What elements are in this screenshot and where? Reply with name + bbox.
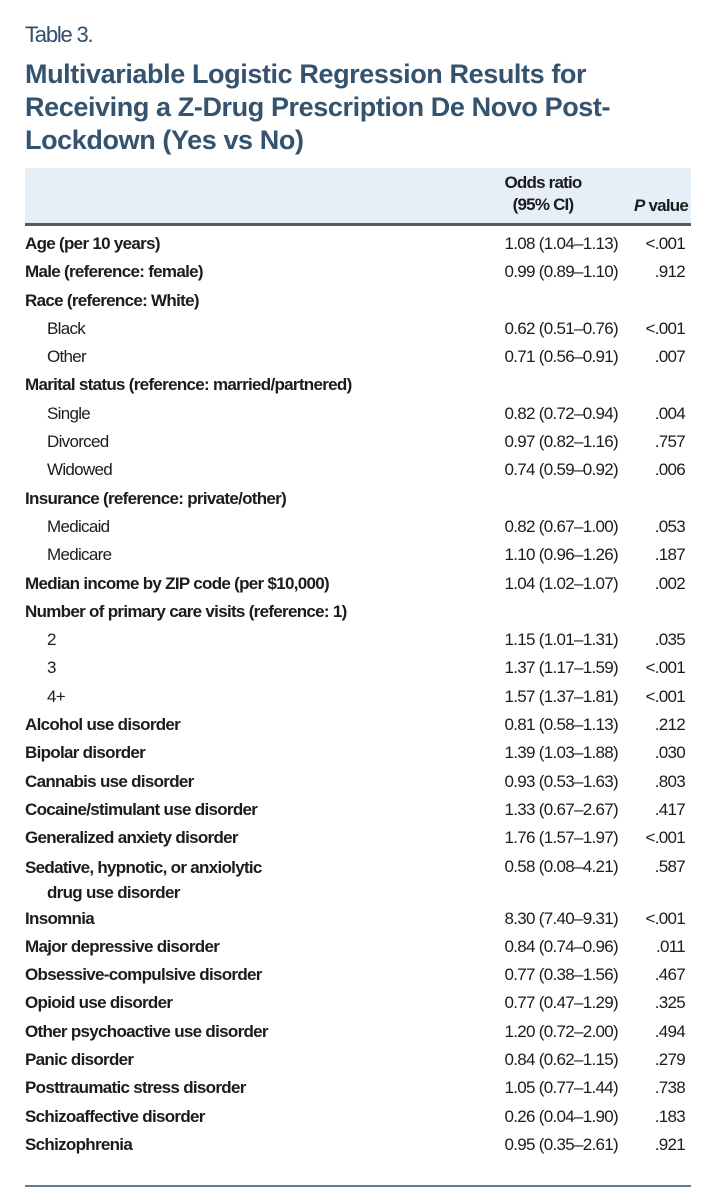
row-label (25, 626, 467, 654)
odds-ratio-header-line1: Odds ratio (504, 173, 582, 192)
row-label-text: Other (47, 347, 87, 367)
odds-ratio-cell: 0.93 (0.53–1.63) (504, 771, 618, 791)
odds-ratio-cell: 0.84 (0.62–1.15) (504, 1050, 618, 1070)
row-label (25, 905, 445, 933)
table-row (25, 961, 685, 989)
table-row (25, 989, 685, 1017)
row-label-continuation: drug use disorder (47, 882, 180, 902)
row-label-text: Panic disorder (25, 1050, 134, 1070)
table-row (25, 905, 685, 933)
p-value-cell: .007 (654, 347, 685, 367)
row-label-text: Age (per 10 years) (25, 234, 160, 253)
row-label-text: Major depressive disorder (25, 936, 220, 956)
p-value-cell: .757 (654, 432, 685, 452)
table-bottom-rule (25, 1185, 691, 1187)
row-label (25, 989, 445, 1017)
table-row (25, 258, 685, 286)
row-label-text: Single (47, 403, 91, 423)
table-row (25, 1074, 685, 1102)
row-label-text: Medicaid (47, 516, 110, 536)
row-label-text: 2 (47, 630, 56, 650)
odds-ratio-cell: 1.08 (1.04–1.13) (504, 234, 618, 253)
p-value-cell: <.001 (645, 686, 685, 706)
p-value-cell: .912 (654, 262, 685, 282)
row-label-text: Bipolar disorder (25, 743, 146, 763)
p-value-cell: .004 (654, 403, 685, 423)
row-label-text: Other psychoactive use disorder (25, 1021, 268, 1041)
odds-ratio-cell: 0.84 (0.74–0.96) (504, 936, 618, 956)
odds-ratio-cell: 1.10 (0.96–1.26) (504, 545, 618, 565)
row-label-text: Medicare (47, 545, 112, 565)
row-label-text: 4+ (47, 686, 65, 706)
table-row (25, 570, 685, 598)
table-label: Table 3. (25, 22, 93, 47)
row-label (25, 933, 445, 961)
table-row (25, 824, 685, 852)
p-value-cell: <.001 (645, 908, 685, 928)
odds-ratio-cell: 0.58 (0.08–4.21) (504, 856, 618, 876)
table-row (25, 683, 685, 711)
p-value-cell: .011 (655, 936, 685, 956)
row-label (25, 1103, 445, 1131)
table-header (25, 168, 691, 226)
odds-ratio-cell: 0.77 (0.47–1.29) (504, 993, 618, 1013)
odds-ratio-cell: 0.71 (0.56–0.91) (504, 347, 618, 367)
row-label (25, 1074, 445, 1102)
odds-ratio-cell: 0.99 (0.89–1.10) (504, 262, 618, 282)
p-value-rest: value (644, 196, 688, 215)
row-label-text: Generalized anxiety disorder (25, 828, 238, 848)
row-label (25, 428, 467, 456)
row-label (25, 739, 445, 767)
odds-ratio-cell: 8.30 (7.40–9.31) (504, 908, 618, 928)
p-value-cell: .035 (654, 630, 685, 650)
row-label-text: Sedative, hypnotic, or anxiolytic (25, 857, 262, 877)
table-row (25, 343, 685, 371)
row-label (25, 768, 445, 796)
column-header-odds-ratio (483, 172, 603, 216)
row-label-text: Insurance (reference: private/other) (25, 488, 287, 508)
table-row (25, 400, 685, 428)
p-value-cell: .183 (654, 1106, 685, 1126)
table-row (25, 541, 685, 569)
p-value-cell: .467 (654, 965, 685, 985)
table-row (25, 371, 685, 399)
p-value-cell: .002 (654, 573, 685, 593)
row-label-text: Insomnia (25, 908, 95, 928)
row-label-text: 3 (47, 658, 56, 678)
table-row (25, 485, 685, 513)
table-row (25, 230, 685, 258)
row-label-text: Opioid use disorder (25, 993, 173, 1013)
row-label (25, 541, 467, 569)
row-label (25, 485, 445, 513)
p-italic: P (634, 196, 645, 215)
table-row (25, 626, 685, 654)
table-row (25, 456, 685, 484)
table-title: Multivariable Logistic Regression Results for Receiving a Z-Drug Prescription De Novo Post-Lockdown (Yes vs No) (25, 59, 611, 155)
p-value-cell: .325 (654, 993, 685, 1013)
table-row (25, 654, 685, 682)
table-row (25, 1103, 685, 1131)
column-header-p-value (634, 195, 688, 217)
row-label (25, 230, 445, 258)
row-label (25, 961, 445, 989)
odds-ratio-cell: 1.76 (1.57–1.97) (504, 828, 618, 848)
odds-ratio-cell: 0.81 (0.58–1.13) (504, 715, 618, 735)
p-value-cell: .587 (654, 856, 685, 876)
row-label-text: Cannabis use disorder (25, 771, 194, 791)
table-row (25, 768, 685, 796)
table-row (25, 287, 685, 315)
row-label (25, 371, 445, 399)
row-label-text: Median income by ZIP code (per $10,000) (25, 573, 330, 593)
odds-ratio-cell: 1.05 (0.77–1.44) (504, 1078, 618, 1098)
odds-ratio-cell: 0.26 (0.04–1.90) (504, 1106, 618, 1126)
row-label (25, 570, 445, 598)
row-label-text: Widowed (47, 460, 113, 480)
table-body (25, 230, 685, 1159)
row-label (25, 824, 445, 852)
p-value-cell: <.001 (645, 658, 685, 678)
p-value-cell: .187 (654, 545, 685, 565)
odds-ratio-cell: 1.39 (1.03–1.88) (504, 743, 618, 763)
p-value-cell: .279 (654, 1050, 685, 1070)
odds-ratio-cell: 0.62 (0.51–0.76) (504, 318, 618, 338)
row-label (25, 456, 467, 484)
row-label-text: Number of primary care visits (reference: 1) (25, 601, 347, 621)
odds-ratio-cell: 0.74 (0.59–0.92) (504, 460, 618, 480)
table-row (25, 1046, 685, 1074)
p-value-cell: .921 (654, 1134, 685, 1154)
odds-ratio-cell: 1.57 (1.37–1.81) (504, 686, 618, 706)
row-label (25, 258, 445, 286)
odds-ratio-cell: 0.97 (0.82–1.16) (504, 432, 618, 452)
table-row (25, 1018, 685, 1046)
row-label (25, 1018, 445, 1046)
table-row (25, 711, 685, 739)
table-row (25, 853, 685, 905)
table-row (25, 796, 685, 824)
row-label (25, 683, 467, 711)
odds-ratio-cell: 0.77 (0.38–1.56) (504, 965, 618, 985)
row-label-text: Schizoaffective disorder (25, 1106, 205, 1126)
row-label (25, 654, 467, 682)
odds-ratio-cell: 1.37 (1.17–1.59) (504, 658, 618, 678)
row-label (25, 1131, 445, 1159)
row-label-text: Alcohol use disorder (25, 715, 181, 735)
row-label-text: Marital status (reference: married/partnered) (25, 375, 352, 395)
row-label (25, 796, 445, 824)
table-row (25, 315, 685, 343)
row-label-text: Obsessive-compulsive disorder (25, 965, 262, 985)
odds-ratio-cell: 0.82 (0.72–0.94) (504, 403, 618, 423)
p-value-cell: <.001 (645, 234, 685, 253)
table-row (25, 933, 685, 961)
row-label-text: Schizophrenia (25, 1134, 133, 1154)
row-label (25, 1046, 445, 1074)
row-label-text: Cocaine/stimulant use disorder (25, 799, 258, 819)
table-row (25, 513, 685, 541)
p-value-cell: .494 (654, 1021, 685, 1041)
table-row (25, 428, 685, 456)
p-value-cell: .212 (654, 715, 685, 735)
odds-ratio-cell: 0.95 (0.35–2.61) (504, 1134, 618, 1154)
row-label (25, 853, 445, 905)
odds-ratio-cell: 0.82 (0.67–1.00) (504, 516, 618, 536)
row-label (25, 287, 445, 315)
row-label-text: Male (reference: female) (25, 262, 203, 282)
odds-ratio-header-line2: (95% CI) (512, 195, 574, 214)
p-value-cell: .030 (654, 743, 685, 763)
odds-ratio-cell: 1.04 (1.02–1.07) (504, 573, 618, 593)
odds-ratio-cell: 1.20 (0.72–2.00) (504, 1021, 618, 1041)
row-label-text: Race (reference: White) (25, 290, 199, 310)
row-label (25, 315, 467, 343)
table-row (25, 598, 685, 626)
p-value-cell: .417 (654, 799, 685, 819)
p-value-cell: .803 (654, 771, 685, 791)
p-value-cell: .053 (654, 516, 685, 536)
odds-ratio-cell: 1.33 (0.67–2.67) (504, 799, 618, 819)
row-label-text: Divorced (47, 432, 109, 452)
p-value-cell: .738 (654, 1078, 685, 1098)
p-value-cell: .006 (654, 460, 685, 480)
odds-ratio-cell: 1.15 (1.01–1.31) (504, 630, 618, 650)
row-label (25, 598, 445, 626)
row-label (25, 711, 445, 739)
table-row (25, 1131, 685, 1159)
p-value-cell: <.001 (645, 318, 685, 338)
p-value-cell: <.001 (645, 828, 685, 848)
row-label (25, 513, 467, 541)
table-row (25, 739, 685, 767)
row-label-text: Black (47, 318, 86, 338)
row-label (25, 400, 467, 428)
row-label-text: Posttraumatic stress disorder (25, 1078, 246, 1098)
row-label (25, 343, 467, 371)
